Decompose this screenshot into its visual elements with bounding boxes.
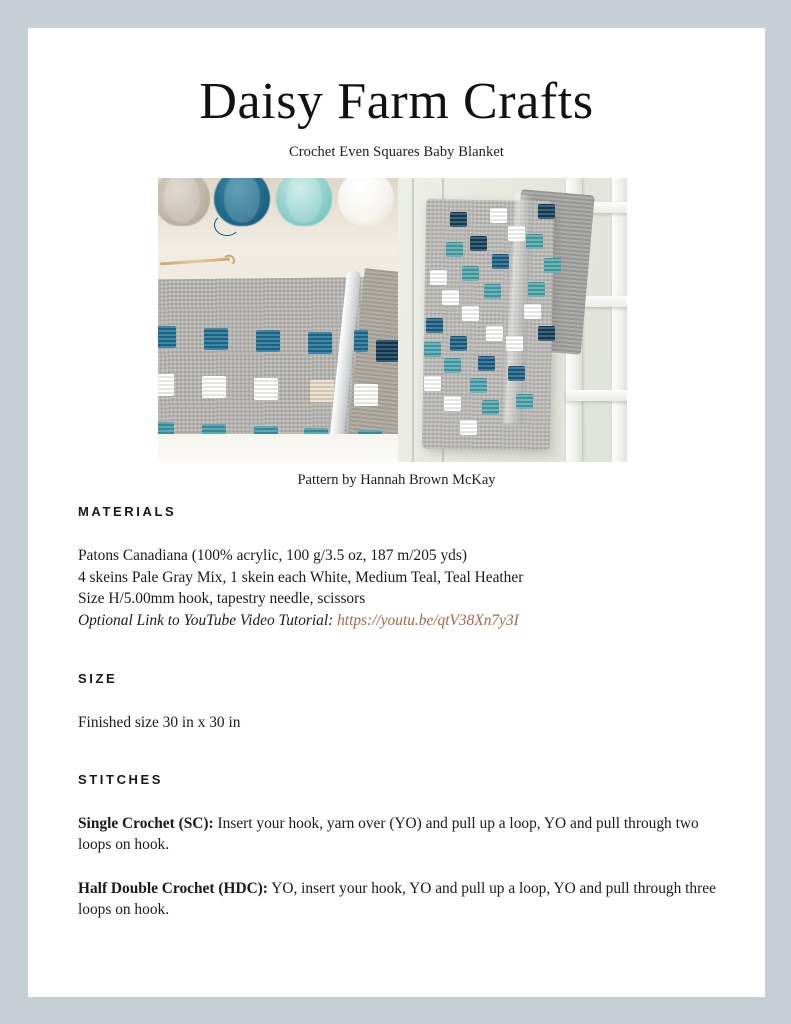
optional-link-label: Optional Link to YouTube Video Tutorial: [78,611,338,629]
page-subtitle: Crochet Even Squares Baby Blanket [288,144,505,161]
table-surface-bottom [158,434,398,462]
blanket-square [462,266,479,281]
stitch-label-hdc: Half Double Crochet (HDC): [78,879,268,897]
blanket-square [486,326,503,341]
ladder-rail-right [612,178,627,462]
yarn-skein-light-teal [276,178,332,226]
blanket-square [254,378,278,400]
stitch-text-sc: Insert your hook, yarn over (YO) and pull up a loop, YO and pull through two loops on hook. [78,814,699,853]
blanket-square [460,420,477,435]
blanket-square [202,376,226,398]
blanket-square [310,380,334,402]
photo-strip [158,178,627,462]
yarn-skein-white [338,178,394,226]
section-heading-stitches: STITCHES [78,771,164,787]
blanket-square [484,284,501,299]
wall-panel-line [412,178,414,462]
photo-left-flat-blanket [158,178,398,462]
blanket-square [450,336,467,351]
photo-right-draped-blanket [398,178,627,462]
materials-line-3: Size H/5.00mm hook, tapestry needle, scissors [78,590,366,607]
page-title: Daisy Farm Crafts [199,73,594,130]
size-line: Finished size 30 in x 30 in [78,714,241,731]
blanket-square [450,212,467,227]
stitch-text-hdc: YO, insert your hook, YO and pull up a loop, YO and pull through three loops on hook. [78,879,716,918]
stitch-label-sc: Single Crochet (SC): [78,814,214,832]
blanket-square [526,234,543,249]
materials-optional-link-line [78,610,731,632]
blanket-square [516,394,533,409]
blanket-square [158,326,176,348]
blanket-square [354,384,378,406]
ladder-rung [566,390,627,401]
blanket-square [538,326,555,341]
stitch-definition-sc [78,813,731,856]
blanket-square [376,340,398,362]
blanket-square [462,306,479,321]
stitch-definition-hdc [78,878,731,921]
blanket-square [424,376,441,391]
blanket-square [508,366,525,381]
blanket-square [544,258,561,273]
section-heading-size: SIZE [78,671,118,686]
document-page [28,28,765,997]
blanket-square [204,328,228,350]
blanket-square [442,290,459,305]
materials-line-2: 4 skeins Pale Gray Mix, 1 skein each White, Medium Teal, Teal Heather [78,568,524,586]
blanket-square [492,254,509,269]
blanket-square [482,400,499,415]
section-heading-materials: MATERIALS [78,504,177,519]
blanket-square [538,204,555,219]
yarn-strand [214,214,240,236]
blanket-square [490,208,507,223]
blanket-square [256,330,280,352]
youtube-tutorial-link[interactable]: https://youtu.be/qtV38Xn7y3I [337,611,519,629]
blanket-square [508,226,525,241]
blanket-square [470,378,487,393]
blanket-square [446,242,463,257]
materials-line-1: Patons Canadiana (100% acrylic, 100 g/3.5 oz, 187 m/205 yds) [78,547,467,564]
document-content [78,504,731,943]
crochet-hook [160,258,230,266]
blanket-square [444,358,461,373]
blanket-square [470,236,487,251]
blanket-square [430,270,447,285]
blanket-square [158,374,174,396]
blanket-square [478,356,495,371]
blanket-square [444,396,461,411]
blanket-square [354,330,368,352]
blanket-square [426,318,443,333]
blanket-square [308,332,332,354]
blanket-square [524,304,541,319]
photo-caption: Pattern by Hannah Brown McKay [297,472,496,488]
blanket-square [424,342,441,357]
blanket-square [528,282,545,297]
blanket-square [506,336,523,351]
